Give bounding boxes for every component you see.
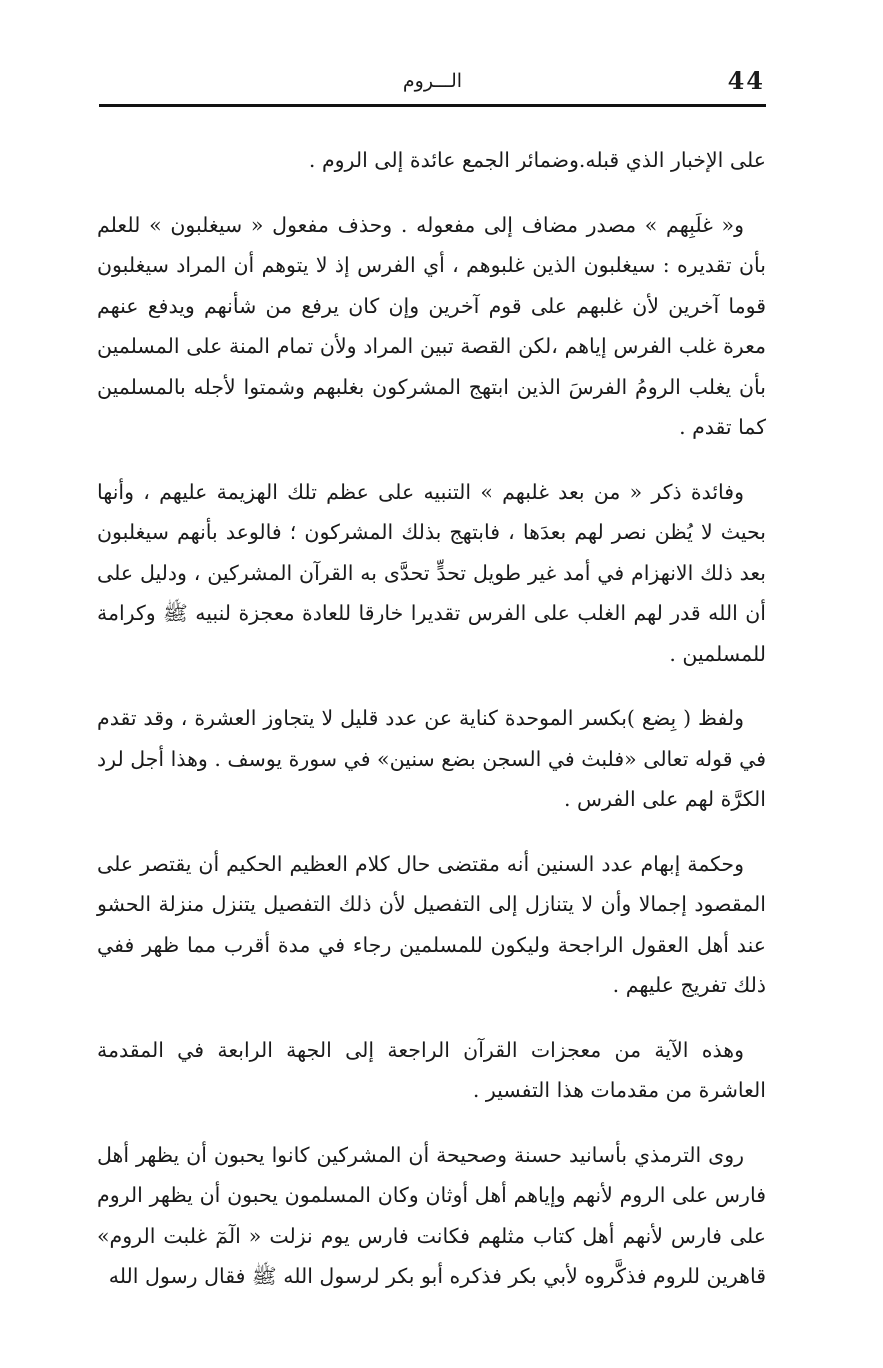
header-divider — [99, 104, 766, 107]
paragraph: و« غلَبِهم » مصدر مضاف إلى مفعوله . وحذف مفعول « سيغلبون » للعلم بأن تقديره : سيغلبون الذين غلبوهم ، أي الفرس إذ لا يتوهم أن المراد سيغلبون قوما آخرين لأن غلبهم على قوم آخرين وإن كان يرفع من شأنهم ويدفع عنهم معرة غلب الفرس إياهم ،لكن القصة تبين المراد ولأن تمام المنة على المسلمين بأن يغلب الرومُ الفرسَ الذين ابتهج المشركون بغلبهم وشمتوا لأجله بالمسلمين كما تقدم . — [97, 212, 766, 439]
paragraph: وهذه الآية من معجزات القرآن الراجعة إلى الجهة الرابعة في المقدمة العاشرة من مقدمات هذا التفسير . — [97, 1037, 766, 1102]
page-number: 44 — [727, 66, 765, 95]
paragraph: وفائدة ذكر « من بعد غلبهم » التنبيه على عظم تلك الهزيمة عليهم ، وأنها بحيث لا يُظن نصر لهم بعدَها ، فابتهج بذلك المشركون ؛ فالوعد بأنهم سيغلبون بعد ذلك الانهزام في أمد غير طويل تحدٍّ تحدَّى به القرآن المشركين ، ودليل على أن الله قدر لهم الغلب على الفرس تقديرا خارقا للعادة معجزة لنبيه ﷺ وكرامة للمسلمين . — [97, 479, 766, 666]
page-header — [100, 62, 765, 102]
paragraph: روى الترمذي بأسانيد حسنة وصحيحة أن المشركين كانوا يحبون أن يظهر أهل فارس على الروم لأنهم وإياهم أهل أوثان وكان المسلمون يحبون أن يظهر الروم على فارس لأنهم أهل كتاب مثلهم فكانت فارس يوم نزلت « الٓمٓ غلبت الروم» قاهرين للروم فذكَّروه لأبي بكر فذكره أبو بكر لرسول الله ﷺ فقال رسول الله — [97, 1142, 766, 1288]
running-title: الـــروم — [402, 70, 463, 92]
paragraph: على الإخبار الذي قبله.وضمائر الجمع عائدة إلى الروم . — [308, 148, 766, 172]
body-text — [97, 140, 766, 1321]
paragraph: وحكمة إبهام عدد السنين أنه مقتضى حال كلام العظيم الحكيم أن يقتصر على المقصود إجمالا وأن لا يتنازل إلى التفصيل لأن ذلك التفصيل يتنزل منزلة الحشو عند أهل العقول الراجحة وليكون للمسلمين رجاء في مدة أقرب مما ظهر ففي ذلك تفريج عليهم . — [97, 851, 766, 997]
paragraph: ولفظ ( بِضع )بكسر الموحدة كناية عن عدد قليل لا يتجاوز العشرة ، وقد تقدم في قوله تعالى «فلبث في السجن بضع سنين» في سورة يوسف . وهذا أجل لرد الكرَّة لهم على الفرس . — [97, 706, 766, 811]
